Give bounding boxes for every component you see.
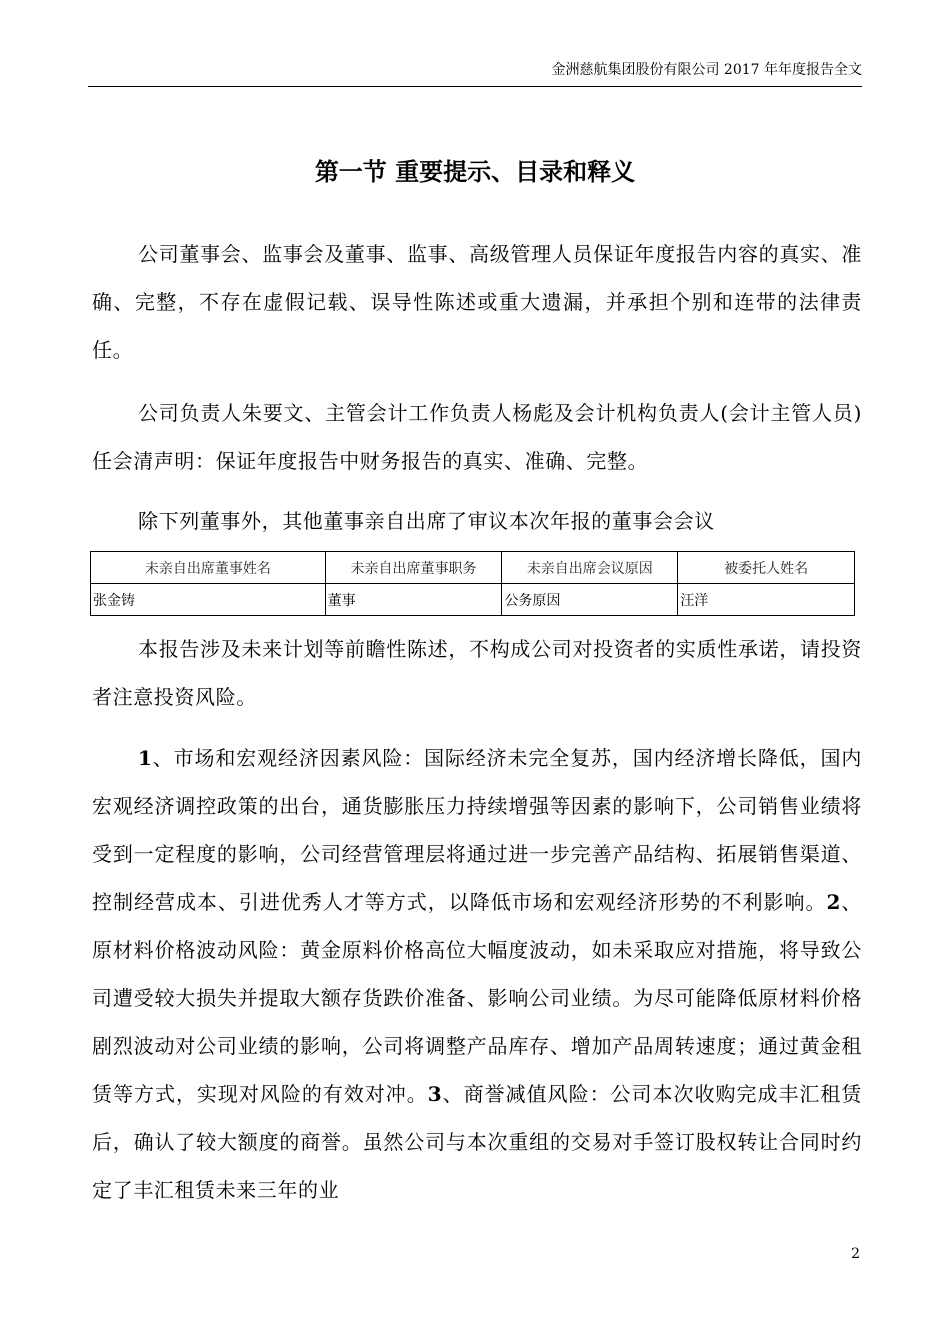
- section-title: 第一节 重要提示、目录和释义: [314, 157, 636, 186]
- absent-directors-intro: 除下列董事外，其他董事亲自出席了审议本次年报的董事会会议: [138, 509, 715, 533]
- header-director-position: 未亲自出席董事职务: [325, 552, 502, 584]
- cell-absence-reason: 公务原因: [502, 584, 678, 616]
- risk-number-2: 2: [826, 890, 842, 914]
- risk-number-1: 1: [138, 746, 153, 770]
- risk-text-2: 、原材料价格波动风险：黄金原料价格高位大幅度波动，如未采取应对措施，将导致公司遭受较大损失并提取大额存货跌价准备、影响公司业绩。为尽可能降低原材料价格剧烈波动对公司业绩的影响，公司将调整产品库存、增加产品周转速度；通过黄金租赁等方式，实现对风险的有效对冲。: [92, 890, 863, 1106]
- risk-number-3: 3: [427, 1082, 443, 1106]
- board-guarantee-paragraph: 公司董事会、监事会及董事、监事、高级管理人员保证年度报告内容的真实、准确、完整，不存在虚假记载、误导性陈述或重大遗漏，并承担个别和连带的法律责任。: [92, 242, 862, 362]
- table-header-row: [91, 552, 855, 584]
- risk-text-1: 、市场和宏观经济因素风险：国际经济未完全复苏，国内经济增长降低，国内宏观经济调控政策的出台，通货膨胀压力持续增强等因素的影响下，公司销售业绩将受到一定程度的影响，公司经营管理层将通过进一步完善产品结构、拓展销售渠道、控制经营成本、引进优秀人才等方式，以降低市场和宏观经济形势的不利影响。: [92, 746, 862, 914]
- risk-factors-paragraph: [92, 734, 862, 1214]
- table-row: [91, 584, 855, 616]
- risk-text-3: 、商誉减值风险：公司本次收购完成丰汇租赁后，确认了较大额度的商誉。虽然公司与本次重组的交易对手签订股权转让合同时约定了丰汇租赁未来三年的业: [92, 1082, 862, 1202]
- header-director-name: 未亲自出席董事姓名: [91, 552, 326, 584]
- cell-director-position: 董事: [325, 584, 502, 616]
- header-proxy-name: 被委托人姓名: [678, 552, 855, 584]
- page-header: 金洲慈航集团股份有限公司 2017 年年度报告全文: [551, 62, 862, 78]
- cell-proxy-name: 汪洋: [678, 584, 855, 616]
- forward-looking-disclaimer: 本报告涉及未来计划等前瞻性陈述，不构成公司对投资者的实质性承诺，请投资者注意投资风险。: [92, 637, 862, 709]
- header-absence-reason: 未亲自出席会议原因: [502, 552, 678, 584]
- responsible-persons-statement: 公司负责人朱要文、主管会计工作负责人杨彪及会计机构负责人(会计主管人员)任会清声明：保证年度报告中财务报告的真实、准确、完整。: [92, 401, 862, 473]
- cell-director-name: 张金铸: [91, 584, 326, 616]
- absent-directors-table: [90, 551, 855, 616]
- page-number: 2: [851, 1246, 860, 1262]
- header-divider: [88, 86, 862, 87]
